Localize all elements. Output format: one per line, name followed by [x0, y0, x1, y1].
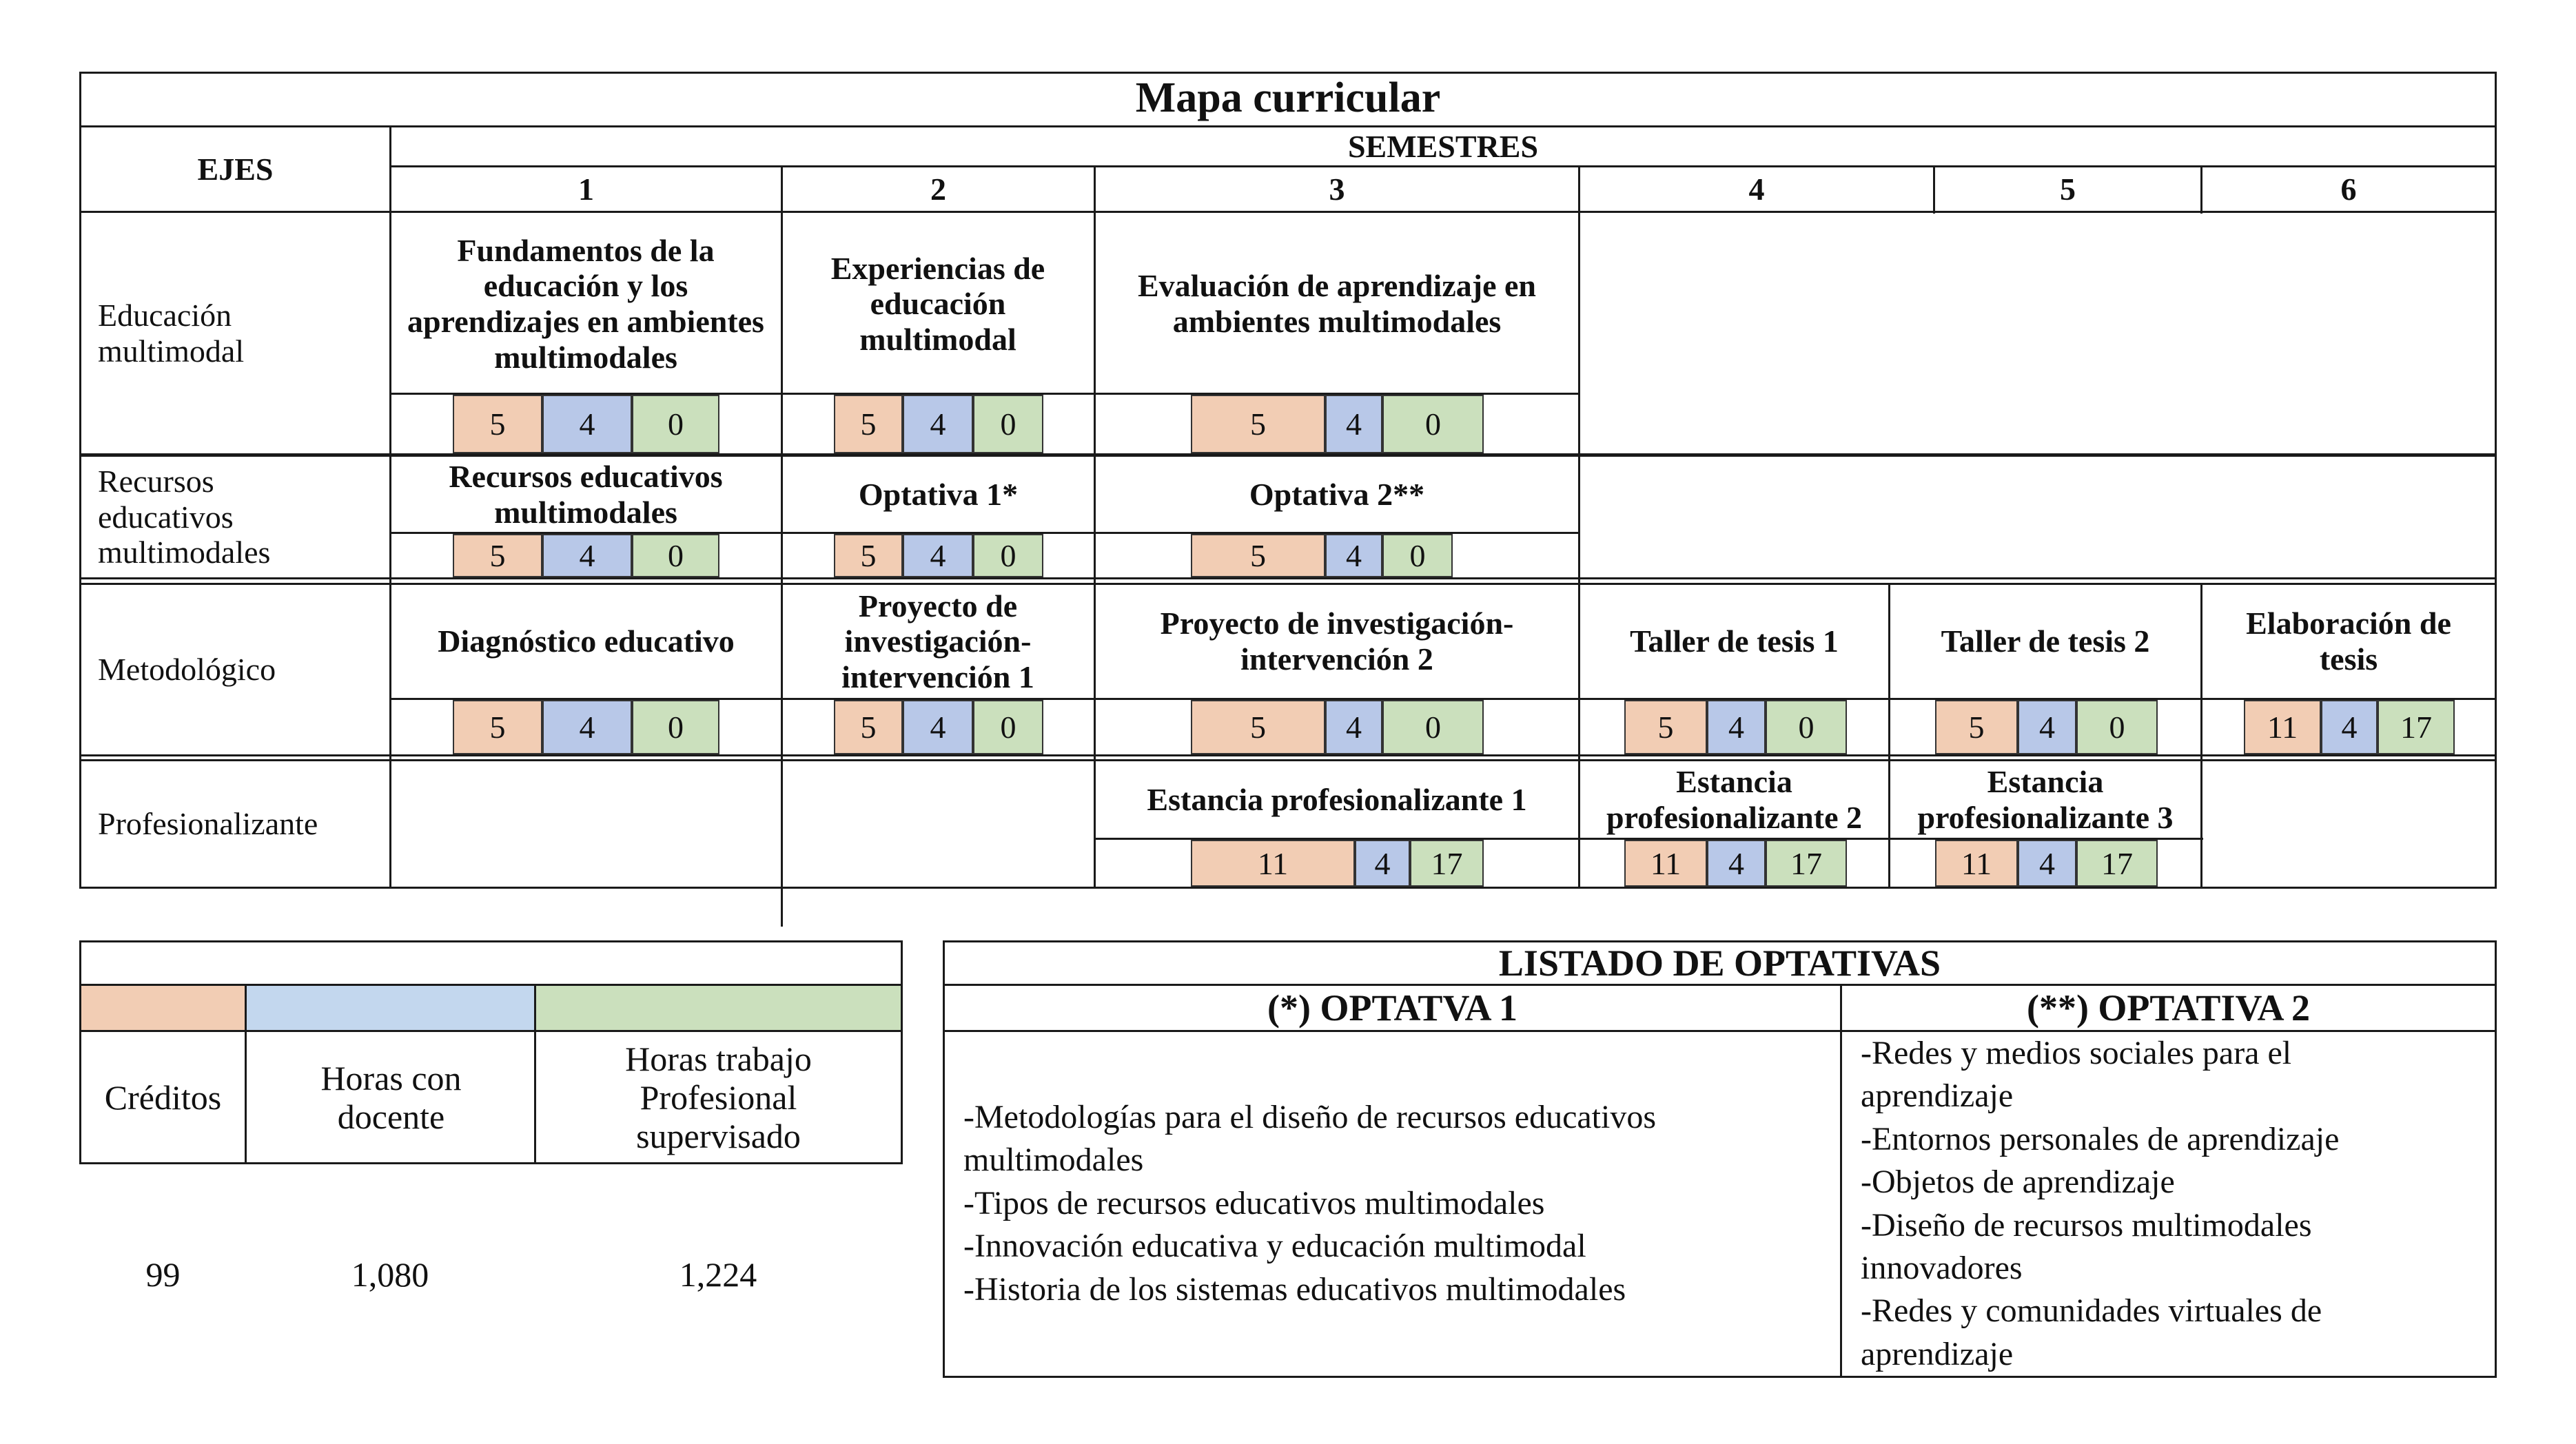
course-proyecto-2: Proyecto de investigación-intervención 2	[1160, 606, 1514, 677]
list-item: -Metodologías para el diseño de recursos educativos	[963, 1099, 1657, 1135]
list-item: -Historia de los sistemas educativos multimodales	[963, 1270, 1626, 1308]
credits-cell: 5	[1624, 700, 1707, 754]
optativa-2-header: (**) OPTATIVA 2	[2026, 987, 2311, 1029]
course-optativa-1: Optativa 1*	[858, 476, 1019, 512]
work-hours-cell: 0	[973, 534, 1043, 577]
axis-recursos-educativos: Recursos educativos multimodales	[98, 464, 271, 570]
credits-color-swatch	[81, 986, 245, 1030]
course-estancia-1: Estancia profesionalizante 1	[1147, 781, 1527, 817]
work-hours-cell: 0	[2076, 700, 2158, 754]
axis-metodologico: Metodológico	[98, 652, 276, 688]
credits-cell: 5	[834, 395, 903, 453]
course-evaluacion: Evaluación de aprendizaje en ambientes multimodales	[1137, 268, 1536, 339]
semester-3-header: 3	[1329, 171, 1345, 207]
teacher-hours-cell: 4	[1325, 395, 1382, 453]
teacher-hours-cell: 4	[542, 534, 632, 577]
teacher-hours-cell: 4	[903, 395, 973, 453]
course-elaboracion: Elaboración de tesis	[2246, 606, 2451, 677]
course-taller-1: Taller de tesis 1	[1630, 623, 1839, 659]
list-item: aprendizaje	[1861, 1335, 2014, 1372]
work-hours-cell: 0	[973, 700, 1043, 754]
work-hours-cell: 0	[1382, 534, 1453, 577]
optativa-1-list	[963, 1096, 1832, 1311]
legend-creditos-label: Créditos	[104, 1078, 222, 1117]
credits-cell: 5	[834, 534, 903, 577]
work-hours-color-swatch	[535, 986, 901, 1030]
teacher-hours-cell: 4	[1325, 534, 1382, 577]
semester-1-header: 1	[578, 171, 594, 207]
semester-2-header: 2	[930, 171, 946, 207]
course-recursos: Recursos educativos multimodales	[449, 458, 723, 530]
optativa-2-list	[1861, 1032, 2488, 1376]
work-hours-cell: 17	[1766, 840, 1847, 887]
list-item: -Entornos personales de aprendizaje	[1861, 1120, 2340, 1157]
list-item: aprendizaje	[1861, 1077, 2014, 1115]
credits-cell: 5	[834, 700, 903, 754]
work-hours-cell: 0	[632, 700, 719, 754]
credits-cell: 5	[1935, 700, 2018, 754]
teacher-hours-cell: 4	[542, 700, 632, 754]
credits-cell: 5	[1191, 395, 1325, 453]
teacher-hours-cell: 4	[903, 534, 973, 577]
teacher-hours-cell: 4	[2018, 700, 2076, 754]
teacher-hours-cell: 4	[903, 700, 973, 754]
list-item: -Diseño de recursos multimodales	[1861, 1206, 2312, 1244]
legend-horas-docente-label: Horas con docente	[320, 1059, 462, 1136]
course-optativa-2: Optativa 2**	[1249, 476, 1425, 512]
total-horas-docente: 1,080	[351, 1255, 429, 1294]
list-item: multimodales	[963, 1142, 1144, 1179]
page-title: Mapa curricular	[1135, 74, 1441, 122]
credits-cell: 11	[1935, 840, 2018, 887]
total-creditos: 99	[145, 1255, 181, 1294]
credits-cell: 5	[453, 534, 542, 577]
teacher-hours-cell: 4	[2321, 700, 2378, 754]
work-hours-cell: 17	[2076, 840, 2158, 887]
optativas-title: LISTADO DE OPTATIVAS	[1498, 942, 1941, 984]
course-fundamentos: Fundamentos de la educación y los aprendizajes en ambientes multimodales	[407, 232, 764, 375]
work-hours-cell: 0	[1382, 700, 1484, 754]
legend-horas-trabajo-label: Horas trabajo Profesional supervisado	[625, 1040, 812, 1155]
teacher-hours-color-swatch	[246, 986, 534, 1030]
teacher-hours-cell: 4	[1355, 840, 1410, 887]
course-experiencias: Experiencias de educación multimodal	[830, 250, 1045, 357]
credits-cell: 11	[1191, 840, 1355, 887]
axis-educacion-multimodal: Educación multimodal	[98, 297, 245, 369]
list-item: -Redes y comunidades virtuales de	[1861, 1292, 2322, 1330]
list-item: -Tipos de recursos educativos multimodales	[963, 1184, 1545, 1221]
semestres-header: SEMESTRES	[1347, 128, 1539, 164]
work-hours-cell: 0	[632, 395, 719, 453]
course-diagnostico: Diagnóstico educativo	[438, 623, 735, 659]
teacher-hours-cell: 4	[1325, 700, 1382, 754]
work-hours-cell: 0	[973, 395, 1043, 453]
optativa-1-header: (*) OPTATVA 1	[1267, 987, 1518, 1029]
course-proyecto-1: Proyecto de investigación-intervención 1	[841, 588, 1034, 694]
credits-cell: 11	[1624, 840, 1707, 887]
ejes-header: EJES	[197, 151, 274, 187]
work-hours-cell: 0	[1382, 395, 1484, 453]
teacher-hours-cell: 4	[2018, 840, 2076, 887]
list-item: innovadores	[1861, 1249, 2023, 1286]
teacher-hours-cell: 4	[1707, 700, 1766, 754]
credits-cell: 5	[453, 700, 542, 754]
teacher-hours-cell: 4	[1707, 840, 1766, 887]
list-item: -Objetos de aprendizaje	[1861, 1164, 2175, 1201]
semester-5-header: 5	[2060, 171, 2076, 207]
course-estancia-3: Estancia profesionalizante 3	[1917, 763, 2174, 835]
semester-4-header: 4	[1748, 171, 1765, 207]
credits-cell: 5	[453, 395, 542, 453]
work-hours-cell: 17	[1410, 840, 1484, 887]
course-estancia-2: Estancia profesionalizante 2	[1606, 763, 1862, 835]
work-hours-cell: 0	[1766, 700, 1847, 754]
work-hours-cell: 0	[632, 534, 719, 577]
list-item: -Redes y medios sociales para el	[1861, 1035, 2292, 1071]
credits-cell: 5	[1191, 534, 1325, 577]
teacher-hours-cell: 4	[542, 395, 632, 453]
course-taller-2: Taller de tesis 2	[1941, 623, 2150, 659]
list-item: -Innovación educativa y educación multimodal	[963, 1228, 1586, 1265]
work-hours-cell: 17	[2378, 700, 2455, 754]
total-horas-trabajo: 1,224	[679, 1255, 757, 1294]
credits-cell: 5	[1191, 700, 1325, 754]
credits-cell: 11	[2244, 700, 2321, 754]
axis-profesionalizante: Profesionalizante	[98, 806, 318, 842]
semester-6-header: 6	[2340, 171, 2357, 207]
